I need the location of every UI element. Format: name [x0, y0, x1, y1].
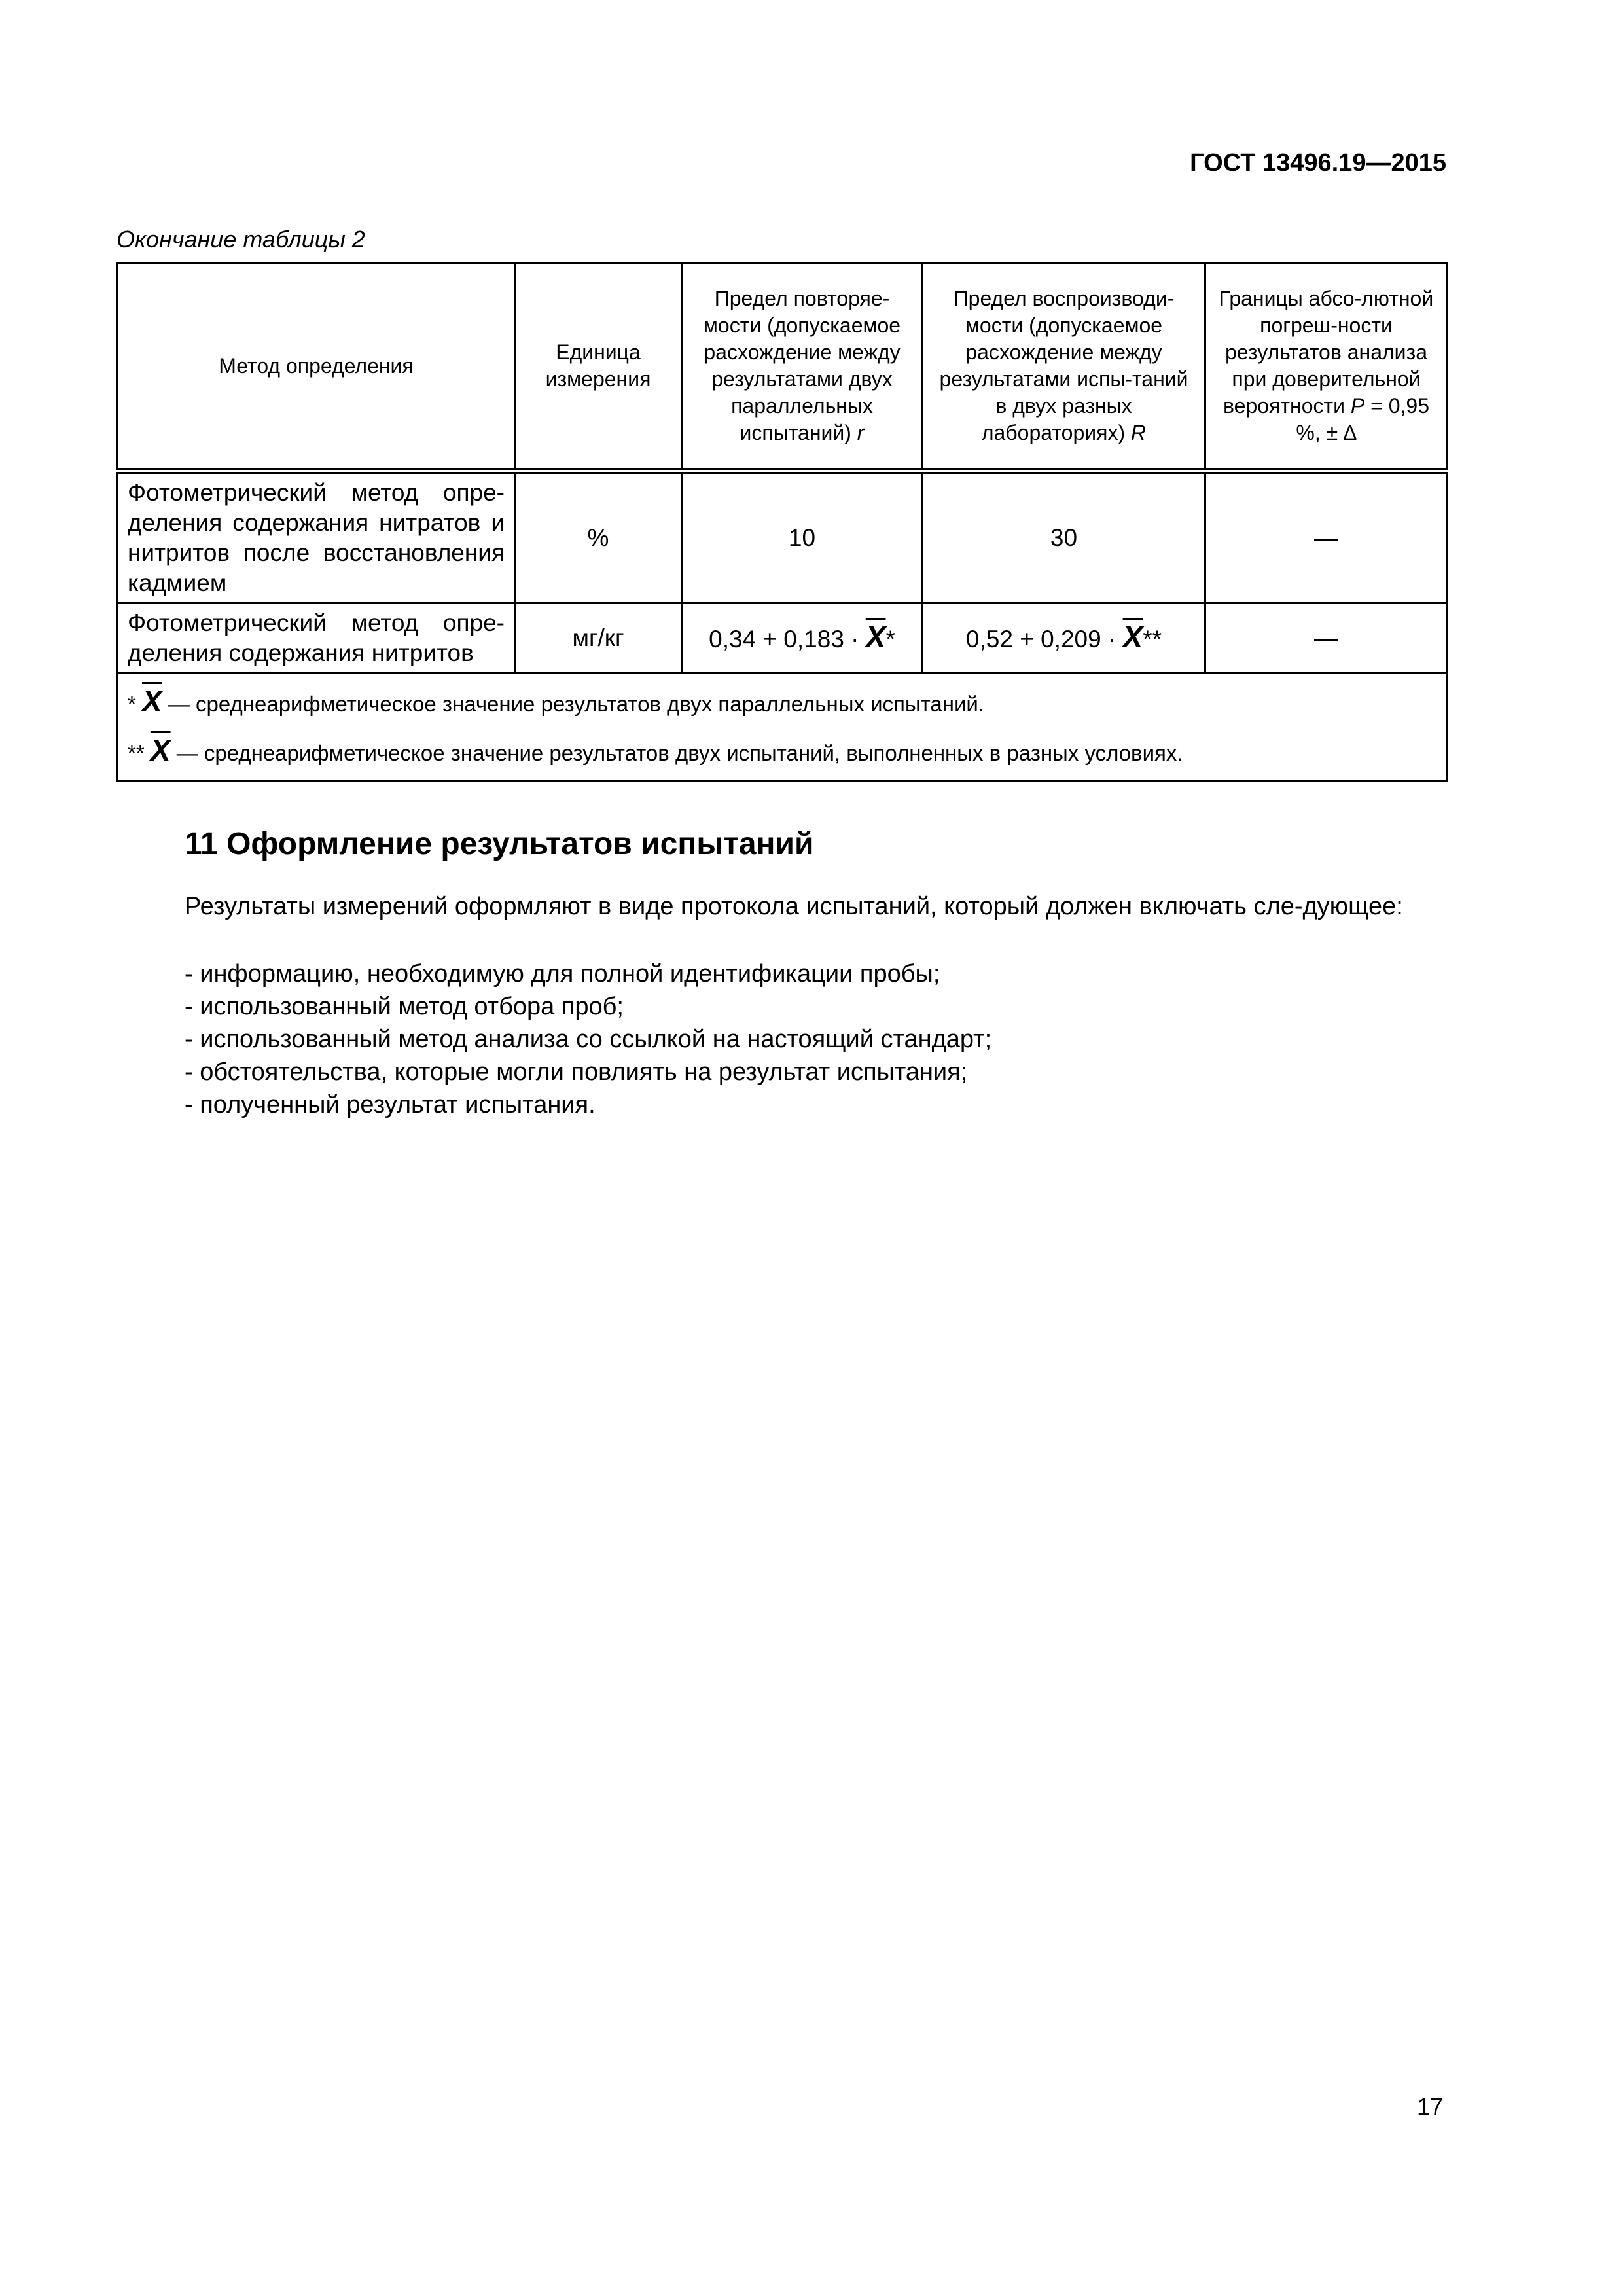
repeatability-symbol: r	[857, 421, 865, 444]
list-item: - полученный результат испытания.	[185, 1091, 596, 1119]
column-header-error-bounds: Границы абсо-лютной погреш-ности результатов анализа при доверительной вероятности P = 0,95 %, ± ∆	[1205, 263, 1448, 471]
list-item: - обстоятельства, которые могли повлиять на результат испытания;	[185, 1058, 968, 1086]
column-header-unit: Единица измерения	[515, 263, 682, 471]
table-row	[118, 471, 1448, 603]
table-caption: Окончание таблицы 2	[116, 226, 365, 253]
error-bounds-cell: —	[1205, 471, 1448, 603]
list-item: - использованный метод анализа со ссылкой на настоящий стандарт;	[185, 1026, 992, 1053]
table-row	[118, 603, 1448, 673]
mean-symbol: $\overline{X}$	[150, 733, 171, 767]
mean-symbol: $\overline{X}$	[865, 620, 886, 654]
probability-symbol: P	[1350, 394, 1365, 418]
section-paragraph: Результаты измерений оформляют в виде протокола испытаний, который должен включать сле-дующее:	[185, 893, 1403, 920]
repeatability-cell: 10	[682, 471, 923, 603]
column-header-method: Метод определения	[118, 263, 515, 471]
page-number: 17	[1416, 2093, 1443, 2120]
section-heading: 11 Оформление результатов испытаний	[185, 827, 814, 861]
table-note: * $\overline{X}$ — среднеарифметическое значение результатов двух параллельных испытаний.	[128, 684, 984, 718]
mean-symbol: $\overline{X}$	[1122, 620, 1143, 654]
reproducibility-cell: 30	[923, 471, 1205, 603]
table-notes-row	[118, 673, 1448, 781]
method-cell: Фотометрический метод опре-деления содержания нитритов	[118, 603, 515, 673]
error-bounds-cell: —	[1205, 603, 1448, 673]
requirements-list	[185, 958, 991, 1121]
table-header-row	[118, 263, 1448, 471]
column-header-repeatability: Предел повторяе-мости (допускаемое расхождение между результатами двух параллельных испытаний) r	[682, 263, 923, 471]
reproducibility-symbol: R	[1131, 421, 1147, 444]
method-cell: Фотометрический метод опре-деления содержания нитратов и нитритов после восстановления кадмием	[118, 471, 515, 603]
results-table	[116, 262, 1448, 782]
document-code: ГОСТ 13496.19—2015	[1190, 149, 1446, 177]
unit-cell: %	[515, 471, 682, 603]
unit-cell: мг/кг	[515, 603, 682, 673]
list-item: - информацию, необходимую для полной идентификации пробы;	[185, 960, 940, 988]
mean-symbol: $\overline{X}$	[142, 684, 162, 718]
repeatability-cell: $0,34 + 0,183 \cdot \overline{X}*$	[682, 603, 923, 673]
column-header-reproducibility: Предел воспроизводи-мости (допускаемое расхождение между результатами испы-таний в двух разных лабораториях) R	[923, 263, 1205, 471]
table-note: ** $\overline{X}$ — среднеарифметическое значение результатов двух испытаний, выполненных в разных условиях.	[128, 733, 1183, 767]
list-item: - использованный метод отбора проб;	[185, 993, 624, 1020]
reproducibility-cell: $0,52 + 0,209 \cdot \overline{X}**$	[923, 603, 1205, 673]
table-notes	[118, 673, 1448, 781]
